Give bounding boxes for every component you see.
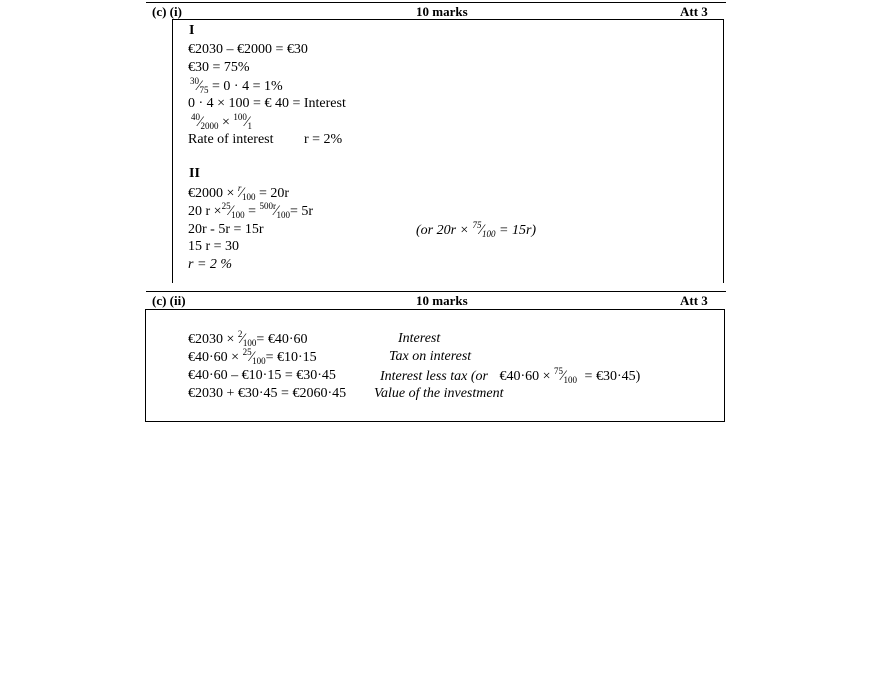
method-two-heading: II [189,166,200,181]
fraction-denominator: 100 [276,210,290,220]
part-ii-row-1-note: Interest [398,331,441,346]
method-one-line-3: $^{30}⁄_{75} = 0 \cdot 4 = 1\%$ [190,76,283,95]
method-two-line-2-a: 20 r × [188,204,222,219]
part-i-att: Att 3 [680,4,708,19]
fraction-numerator: 75 [554,366,564,376]
fraction-denominator: 100 [563,375,578,385]
method-one-line-2: €30 = 75% [188,60,250,75]
times-sign: × [222,115,230,130]
part-i-box-top [172,19,724,20]
method-two-line-4: 15 r = 30 [188,239,240,254]
fraction-denominator: 100 [241,192,256,202]
part-ii-row-2-note: Tax on interest [389,349,472,364]
row-text-a: €40·60 × [188,350,240,365]
fraction-denominator: 100 [482,229,496,239]
part-ii-row-3-note: Interest less tax (or €40·60 × $^{75}⁄_{100}$ = €30·45) [380,366,641,385]
part-ii-row-3-calc: €40·60 – €10·15 = €30·45 [188,368,336,383]
method-one-line-6-eq: r = 2% [304,132,343,147]
equals-sign: = [248,204,256,219]
fraction-numerator: 25 [221,201,231,211]
fraction-numerator: 40 [191,112,200,122]
part-i-box-left [172,19,173,283]
method-two-line-3: 20r - 5r = 15r [188,222,264,237]
part-ii-row-2-calc: €40·60 × $^{25}⁄_{100}=$ €10·15 [188,347,317,366]
method-two-line-2: 20 $r \times^{25}⁄_{100}$ = $^{500r}⁄_{100}= 5r$ [188,201,314,220]
part-ii-att: Att 3 [680,293,708,308]
row-extra-b: = €30·45) [584,369,641,384]
part-i-top-rule [146,2,726,3]
fraction-numerator: r [237,183,242,193]
part-ii-label: (c) (ii) [152,293,186,308]
row-text-b: = €10·15 [265,350,317,365]
fraction-numerator: 100 [233,112,247,122]
row-text-a: €2030 × [188,332,235,347]
part-ii-row-4-calc: €2030 + €30·45 = €2060·45 [188,386,347,401]
method-two-line-2-b: = 5r [290,204,314,219]
row-text-b: = €40·60 [256,332,308,347]
method-one-heading: I [189,23,195,38]
method-one-line-4: 0 · 4 × 100 = € 40 = Interest [188,96,346,111]
method-one-line-5: $^{40}⁄_{2000}$ × $^{100}⁄_1$ [191,112,252,131]
part-ii-top-rule [146,291,726,292]
method-two-line-3-alternative: (or $20r \times ^{75}⁄_{100} = 15r$) [416,220,537,239]
row-note: Interest less tax (or [380,369,488,384]
part-i-marks: 10 marks [416,4,468,19]
alternative-text-a: (or 20r × [416,223,470,238]
fraction-numerator: 500r [259,201,276,211]
method-one-line-6-text: Rate of interest [188,132,274,147]
fraction-numerator: 2 [237,329,243,339]
row-extra-a: €40·60 × [499,369,551,384]
part-i-label: (c) (i) [152,4,182,19]
fraction-numerator: 75 [472,220,482,230]
fraction-denominator: 2000 [200,121,219,131]
fraction-denominator: 1 [247,121,252,131]
fraction-denominator: 75 [199,85,209,95]
part-ii-marks: 10 marks [416,293,468,308]
method-two-line-1-b: = 20r [258,186,289,201]
method-two-line-1: €2000 × $^r⁄_{100} = 20r$ [188,183,289,202]
alternative-text-b: = 15r) [499,223,537,238]
fraction-denominator: 100 [231,210,245,220]
part-ii-row-4-note: Value of the investment [374,386,504,401]
method-one-line-1: €2030 – €2000 = €30 [188,42,308,57]
fraction-numerator: 30 [190,76,199,86]
method-two-line-1-a: €2000 × [188,186,235,201]
part-i-box-right [723,19,724,283]
fraction-denominator: 100 [252,356,266,366]
method-two-line-5: r = 2 % [188,257,233,272]
method-one-line-3-rest: = 0 · 4 = 1% [212,79,283,94]
part-ii-row-1-calc: €2030 × $^2⁄_{100}=$ €40·60 [188,329,308,348]
fraction-numerator: 25 [242,347,252,357]
fraction-denominator: 100 [242,338,257,348]
